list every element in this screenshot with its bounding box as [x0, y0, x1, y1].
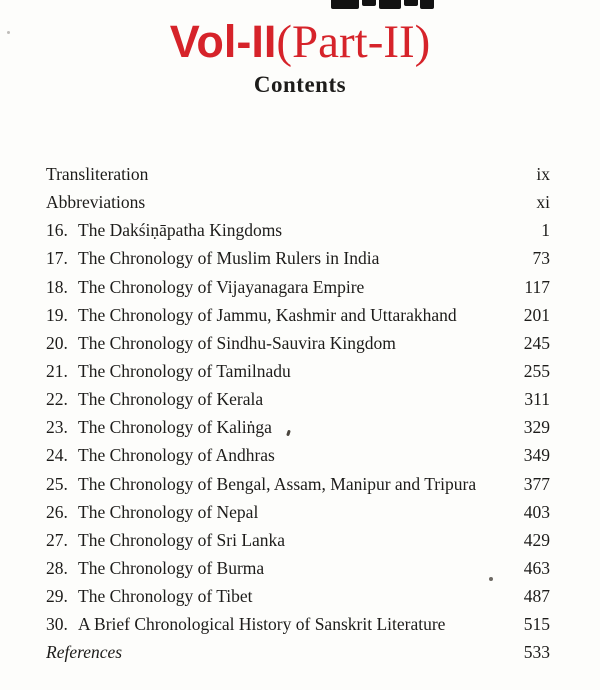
toc-row-title: The Chronology of Tamilnadu [78, 360, 291, 381]
toc-row-title: The Chronology of Sindhu-Sauvira Kingdom [78, 332, 396, 353]
toc-row-number: 24. [46, 445, 68, 466]
toc-row [46, 638, 550, 666]
toc-row [46, 498, 550, 526]
toc-row-number: 18. [46, 276, 68, 297]
toc-row-page: 487 [523, 586, 550, 607]
toc-row-number: 19. [46, 304, 68, 325]
toc-row-number: 16. [46, 220, 68, 241]
toc-row-page: 255 [523, 360, 550, 381]
toc-row-title: The Chronology of Vijayanagara Empire [78, 276, 365, 297]
toc-row-title: The Chronology of Andhras [78, 445, 275, 466]
toc-row-number: 20. [46, 332, 68, 353]
artifact-segment [420, 0, 434, 9]
toc-row [46, 329, 550, 357]
toc-row-title: The Dakśiṇāpatha Kingdoms [78, 220, 283, 241]
toc-row-page: 515 [523, 614, 550, 635]
toc-row-page: 117 [524, 276, 550, 297]
toc-row-page: 463 [523, 557, 550, 578]
toc-row [46, 357, 550, 385]
toc-row-number: 22. [46, 389, 68, 410]
toc-row [46, 216, 550, 244]
toc-row-page: 245 [523, 332, 550, 353]
toc-row [46, 385, 550, 413]
toc-row-page: ix [536, 164, 550, 184]
artifact-segment [379, 0, 401, 9]
toc-row [46, 188, 550, 216]
scan-speck [489, 577, 493, 581]
toc-row-page: 1 [541, 220, 550, 241]
toc-row-title: The Chronology of Sri Lanka [78, 529, 286, 550]
toc-row-title: Abbreviations [46, 192, 146, 213]
toc-row [46, 554, 550, 582]
toc-row-number: 23. [46, 417, 68, 438]
toc-row-page: 73 [532, 248, 550, 269]
toc-row-title: The Chronology of Jammu, Kashmir and Uttarakhand [78, 304, 457, 325]
toc-row [46, 244, 550, 272]
toc-row-page: 311 [524, 389, 550, 410]
toc-row-page: 429 [523, 529, 550, 550]
toc-row [46, 610, 550, 638]
toc-row [46, 301, 550, 329]
toc-row-page: 403 [523, 501, 550, 522]
top-scan-artifact [0, 0, 600, 12]
toc-row [46, 413, 550, 441]
toc-row [46, 470, 550, 498]
toc-row-page: xi [536, 192, 550, 213]
toc-row-number: 26. [46, 501, 68, 522]
toc-row-title: The Chronology of Kaliṅga [78, 417, 272, 438]
page-title-volume: Vol-II [169, 16, 277, 67]
scan-speck [7, 31, 10, 34]
toc-row-title: References [46, 642, 123, 663]
toc-row-number: 17. [46, 248, 68, 269]
toc-row-title: The Chronology of Muslim Rulers in India [78, 248, 380, 269]
toc-row-title: The Chronology of Nepal [78, 501, 259, 522]
toc-row-title: The Chronology of Kerala [78, 389, 264, 410]
toc-row-title: The Chronology of Tibet [78, 586, 253, 607]
artifact-segment [362, 0, 376, 6]
toc-row-page: 377 [523, 473, 550, 494]
toc-list [46, 160, 550, 667]
toc-row-number: 29. [46, 586, 68, 607]
toc-row-page: 533 [523, 642, 550, 663]
toc-row-number: 25. [46, 473, 68, 494]
artifact-segment [404, 0, 418, 6]
toc-row-title: The Chronology of Burma [78, 557, 265, 578]
toc-row-title: A Brief Chronological History of Sanskrit Literature [78, 614, 446, 635]
toc-row [46, 526, 550, 554]
page-title-part: (Part-II) [276, 16, 431, 68]
toc-row [46, 273, 550, 301]
toc-row-title: Transliteration [46, 164, 149, 184]
toc-row-number: 27. [46, 529, 68, 550]
toc-row [46, 582, 550, 610]
toc-row-page: 201 [523, 304, 550, 325]
toc-row-number: 30. [46, 614, 68, 635]
toc-row-page: 329 [523, 417, 550, 438]
artifact-segment [331, 0, 359, 9]
toc-row-number: 21. [46, 360, 68, 381]
toc-row [46, 160, 550, 188]
toc-row [46, 441, 550, 469]
toc-row-page: 349 [523, 445, 550, 466]
contents-heading: Contents [253, 72, 347, 97]
toc-row-title: The Chronology of Bengal, Assam, Manipur and Tripura [78, 473, 477, 494]
page-title [0, 14, 600, 74]
toc-row-number: 28. [46, 557, 68, 578]
